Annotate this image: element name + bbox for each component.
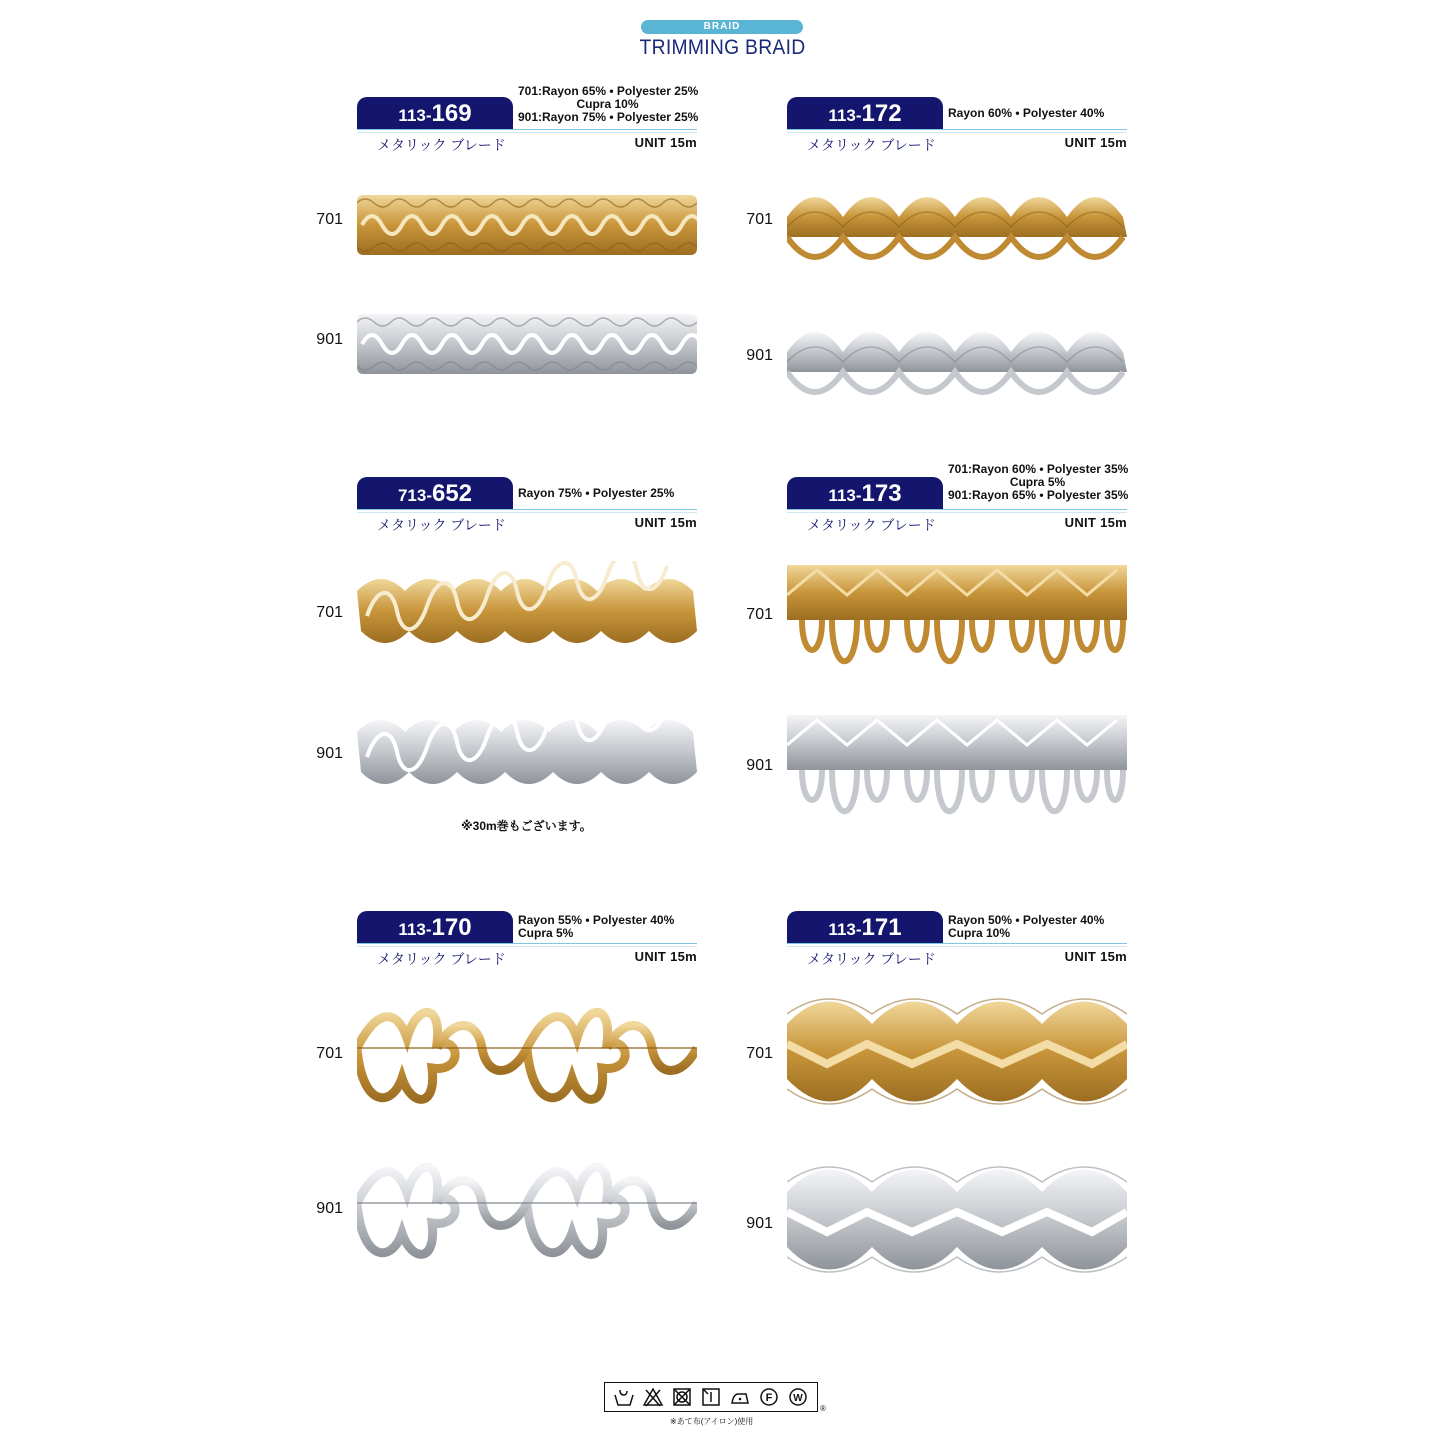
product-113-171 [787, 911, 1127, 1331]
unit-label: UNIT 15m [1064, 949, 1127, 964]
product-code: 113-171 [787, 911, 943, 943]
color-code: 901 [746, 757, 773, 774]
color-code: 701 [746, 606, 773, 623]
product-113-172 [787, 97, 1127, 517]
braid-swatch-silver [357, 1146, 697, 1261]
braid-171-701 [787, 984, 1127, 1119]
no-bleach-icon [642, 1386, 664, 1408]
note-30m: ※30m巻もございます。 [461, 819, 592, 833]
product-113-169 [357, 84, 699, 517]
composition: 701:Rayon 65% • Polyester 25% Cupra 10% 901:Rayon 75% • Polyester 25% [518, 84, 699, 124]
color-code: 701 [746, 211, 773, 228]
product-code: 713-652 [357, 477, 513, 509]
braid-swatch-silver [787, 1152, 1127, 1287]
iron-low-icon [729, 1386, 751, 1408]
composition: Rayon 60% • Polyester 40% [948, 106, 1105, 120]
braid-swatch-gold [787, 560, 1127, 690]
no-tumble-dry-icon [671, 1386, 693, 1408]
braid-swatch-gold [787, 984, 1127, 1119]
unit-label: UNIT 15m [634, 949, 697, 964]
color-code: 901 [746, 1215, 773, 1232]
line-dry-icon [700, 1386, 722, 1408]
braid-swatch-silver [787, 312, 1127, 412]
category-pill: BRAID [641, 20, 803, 34]
product-code: 113-172 [787, 97, 943, 129]
product-subname: メタリック ブレード [377, 137, 506, 153]
braid-171-901 [787, 1152, 1127, 1287]
braid-173-901 [787, 710, 1127, 840]
composition: Rayon 75% • Polyester 25% [518, 486, 675, 500]
composition: Rayon 50% • Polyester 40% Cupra 10% [948, 913, 1105, 940]
braid-652-701 [357, 561, 697, 661]
product-113-173 [787, 462, 1129, 897]
braid-swatch-silver [357, 304, 697, 384]
braid-170-901 [357, 1146, 697, 1261]
wet-clean-w-icon [787, 1386, 809, 1408]
braid-swatch-gold [787, 177, 1127, 277]
product-code: 113-169 [357, 97, 513, 129]
braid-173-701 [787, 560, 1127, 690]
color-code: 701 [316, 604, 343, 621]
braid-172-901 [787, 312, 1127, 412]
product-subname: メタリック ブレード [807, 951, 936, 967]
care-note: ※あて布(アイロン)使用 [670, 1417, 754, 1426]
unit-label: UNIT 15m [634, 135, 697, 150]
color-code: 901 [316, 331, 343, 348]
care-labels [604, 1382, 818, 1412]
product-subname: メタリック ブレード [807, 517, 936, 533]
color-code: 901 [746, 347, 773, 364]
product-code: 113-173 [787, 477, 943, 509]
unit-label: UNIT 15m [1064, 515, 1127, 530]
product-113-170 [357, 911, 697, 1331]
braid-169-701 [357, 185, 697, 265]
composition: 701:Rayon 60% • Polyester 35% Cupra 5% 901:Rayon 65% • Polyester 35% [948, 462, 1129, 502]
product-subname: メタリック ブレード [807, 137, 936, 153]
braid-swatch-gold [357, 561, 697, 661]
svg-text:W: W [793, 1393, 804, 1404]
page-title: TRIMMING BRAID [639, 36, 806, 59]
braid-652-901 [357, 702, 697, 802]
dry-clean-f-icon [758, 1386, 780, 1408]
unit-label: UNIT 15m [1064, 135, 1127, 150]
composition: Rayon 55% • Polyester 40% Cupra 5% [518, 913, 675, 940]
color-code: 701 [316, 1045, 343, 1062]
product-subname: メタリック ブレード [377, 517, 506, 533]
product-code: 113-170 [357, 911, 513, 943]
braid-169-901 [357, 304, 697, 384]
color-code: 701 [746, 1045, 773, 1062]
color-code: 901 [316, 745, 343, 762]
braid-swatch-gold [357, 991, 697, 1106]
unit-label: UNIT 15m [634, 515, 697, 530]
color-code: 701 [316, 211, 343, 228]
braid-170-701 [357, 991, 697, 1106]
svg-text:F: F [765, 1392, 773, 1404]
hand-wash-icon [613, 1386, 635, 1408]
braid-swatch-gold [357, 185, 697, 265]
registered-mark: ® [820, 1404, 826, 1413]
braid-swatch-silver [787, 710, 1127, 840]
product-subname: メタリック ブレード [377, 951, 506, 967]
braid-swatch-silver [357, 702, 697, 802]
braid-172-701 [787, 177, 1127, 277]
product-713-652 [357, 477, 697, 897]
color-code: 901 [316, 1200, 343, 1217]
